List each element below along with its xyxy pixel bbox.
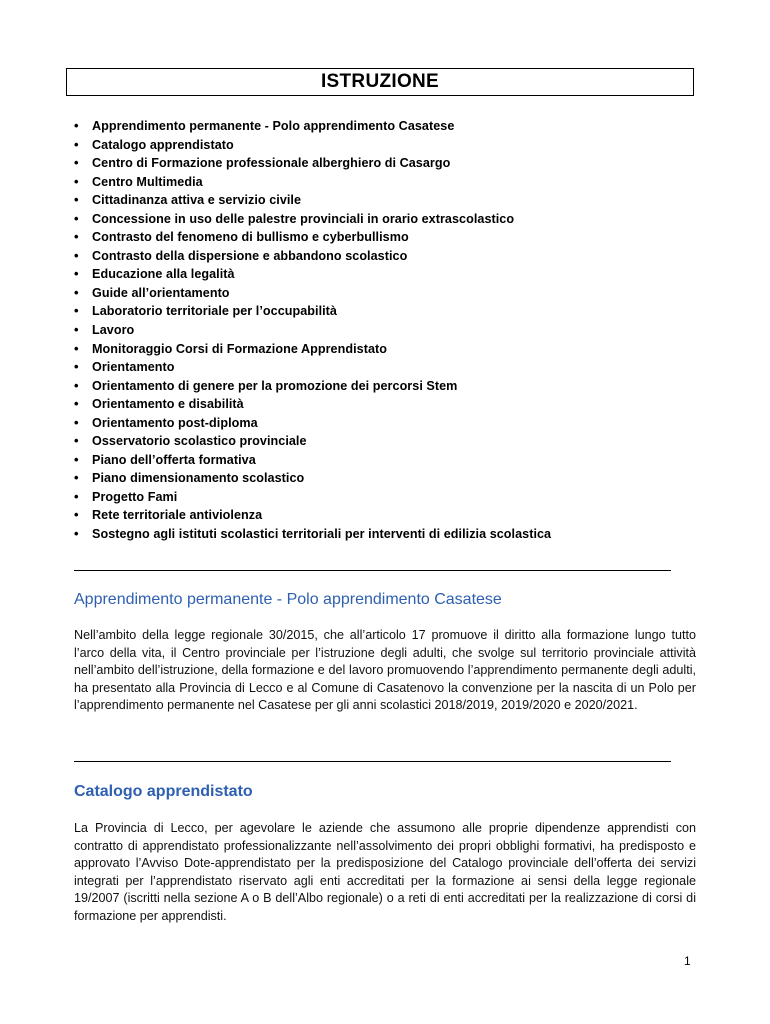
section-heading-catalogo: Catalogo apprendistato [74, 783, 253, 800]
toc-item[interactable]: • Contrasto del fenomeno di bullismo e cyberbullismo [74, 228, 714, 247]
toc-item[interactable]: • Piano dimensionamento scolastico [74, 469, 714, 488]
toc-item[interactable]: • Cittadinanza attiva e servizio civile [74, 191, 714, 210]
toc-item[interactable]: • Contrasto della dispersione e abbandono scolastico [74, 247, 714, 266]
title-box [66, 68, 694, 96]
section-body-apprendimento: Nell’ambito della legge regionale 30/2015, che all’articolo 17 promuove il diritto alla formazione lungo tutto l’arco della vita, il Centro provinciale per l’istruzione degli adulti, che svolge sul territorio provinciale attività nell’ambito dell’istruzione, della formazione e del lavoro promuovendo l’apprendimento permanente degli adulti, ha presentato alla Provincia di Lecco e al Comune di Casatenovo la convenzione per la nascita di un Polo per l’apprendimento permanente nel Casatese per gli anni scolastici 2018/2019, 2019/2020 e 2020/2021. [74, 628, 696, 713]
document-title: ISTRUZIONE [320, 71, 440, 92]
toc-item[interactable]: • Laboratorio territoriale per l’occupabilità [74, 302, 714, 321]
toc-item[interactable]: • Catalogo apprendistato [74, 136, 714, 155]
toc-item[interactable]: • Monitoraggio Corsi di Formazione Apprendistato [74, 340, 714, 359]
toc-item[interactable]: • Educazione alla legalità [74, 265, 714, 284]
toc-item[interactable]: • Concessione in uso delle palestre provinciali in orario extrascolastico [74, 210, 714, 229]
page-number: 1 [684, 954, 691, 968]
toc-item[interactable]: • Lavoro [74, 321, 714, 340]
toc-item[interactable]: • Guide all’orientamento [74, 284, 714, 303]
toc-item[interactable]: • Orientamento di genere per la promozione dei percorsi Stem [74, 377, 714, 396]
toc-item[interactable]: • Orientamento e disabilità [74, 395, 714, 414]
toc-item[interactable]: • Rete territoriale antiviolenza [74, 506, 714, 525]
toc-item[interactable]: • Centro di Formazione professionale alberghiero di Casargo [74, 154, 714, 173]
section-divider [74, 761, 671, 762]
toc-item[interactable]: • Centro Multimedia [74, 173, 714, 192]
table-of-contents [74, 117, 714, 544]
toc-item[interactable]: • Apprendimento permanente - Polo apprendimento Casatese [74, 117, 714, 136]
toc-item[interactable]: • Progetto Fami [74, 488, 714, 507]
toc-item[interactable]: • Orientamento [74, 358, 714, 377]
section-body-catalogo: La Provincia di Lecco, per agevolare le aziende che assumono alle proprie dipendenze apprendisti con contratto di apprendistato professionalizzante nell’assolvimento dei propri obblighi formativi, ha predisposto e approvato l’Avviso Dote-apprendistato per la predisposizione del Catalogo provinciale dell’offerta dei servizi integrati per l’apprendistato riservato agli enti accreditati per la formazione ai sensi della legge regionale 19/2007 (iscritti nella sezione A o B dell’Albo regionale) o a reti di enti accreditati per la realizzazione di corsi di formazione per apprendisti. [74, 821, 696, 923]
toc-item[interactable]: • Osservatorio scolastico provinciale [74, 432, 714, 451]
toc-item[interactable]: • Sostegno agli istituti scolastici territoriali per interventi di edilizia scolastica [74, 525, 714, 544]
section-divider [74, 570, 671, 571]
toc-item[interactable]: • Piano dell’offerta formativa [74, 451, 714, 470]
toc-item[interactable]: • Orientamento post-diploma [74, 414, 714, 433]
section-heading-apprendimento: Apprendimento permanente - Polo apprendimento Casatese [74, 591, 502, 608]
